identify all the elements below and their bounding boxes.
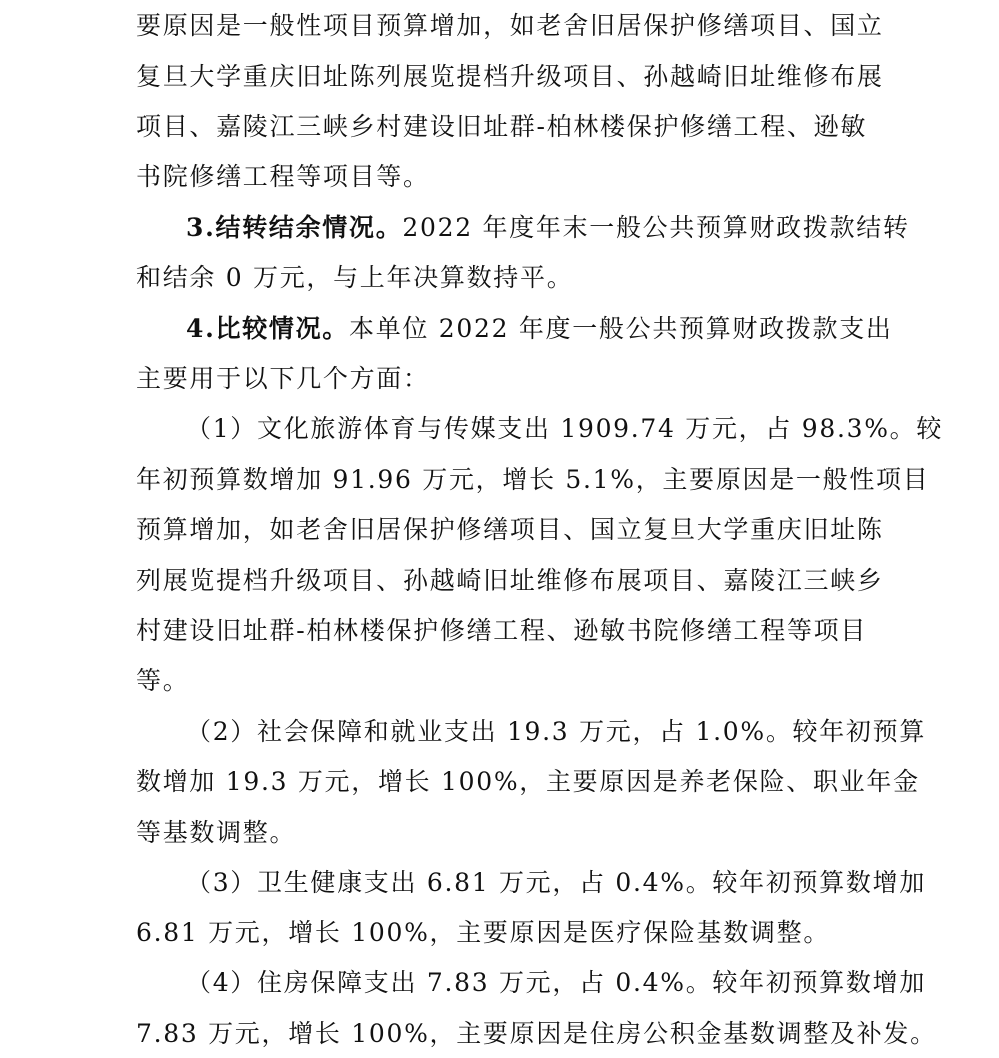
paragraph-line: 复旦大学重庆旧址陈列展览提档升级项目、孙越崎旧址维修布展: [136, 62, 884, 91]
paragraph-line: 列展览提档升级项目、孙越崎旧址维修布展项目、嘉陵江三峡乡: [136, 566, 884, 595]
comparison-heading: 4.比较情况。: [186, 314, 349, 343]
paragraph-line: 和结余 0 万元，与上年决算数持平。: [136, 263, 574, 292]
paragraph-line: 年初预算数增加 91.96 万元，增长 5.1%，主要原因是一般性项目: [136, 465, 930, 494]
comparison-text: 本单位 2022 年度一般公共预算财政拨款支出: [349, 314, 893, 343]
carryover-heading: 3.结转结余情况。: [186, 213, 403, 242]
paragraph-line: （3）卫生健康支出 6.81 万元，占 0.4%。较年初预算数增加: [186, 868, 927, 897]
paragraph-line: 预算增加，如老舍旧居保护修缮项目、国立复旦大学重庆旧址陈: [136, 515, 884, 544]
paragraph-line: （2）社会保障和就业支出 19.3 万元，占 1.0%。较年初预算: [186, 717, 927, 746]
paragraph-line: （4）住房保障支出 7.83 万元，占 0.4%。较年初预算数增加: [186, 968, 927, 997]
paragraph-line: （1）文化旅游体育与传媒支出 1909.74 万元，占 98.3%。较: [186, 414, 944, 443]
paragraph-line: 7.83 万元，增长 100%，主要原因是住房公积金基数调整及补发。: [136, 1019, 937, 1048]
paragraph-line: 书院修缮工程等项目等。: [136, 162, 430, 191]
paragraph-line: 等。: [136, 666, 190, 695]
paragraph-line: 等基数调整。: [136, 818, 297, 847]
paragraph-line: 村建设旧址群-柏林楼保护修缮工程、逊敏书院修缮工程等项目: [136, 616, 868, 645]
paragraph-line: 主要用于以下几个方面：: [136, 364, 430, 393]
paragraph-line: 数增加 19.3 万元，增长 100%，主要原因是养老保险、职业年金: [136, 767, 920, 796]
paragraph-line: 6.81 万元，增长 100%，主要原因是医疗保险基数调整。: [136, 918, 831, 947]
paragraph-line: 项目、嘉陵江三峡乡村建设旧址群-柏林楼保护修缮工程、逊敏: [136, 112, 868, 141]
carryover-paragraph-line: [186, 208, 910, 248]
carryover-text: 2022 年度年末一般公共预算财政拨款结转: [402, 213, 910, 242]
paragraph-line: 要原因是一般性项目预算增加，如老舍旧居保护修缮项目、国立: [136, 11, 884, 40]
comparison-paragraph-line: [186, 309, 893, 349]
